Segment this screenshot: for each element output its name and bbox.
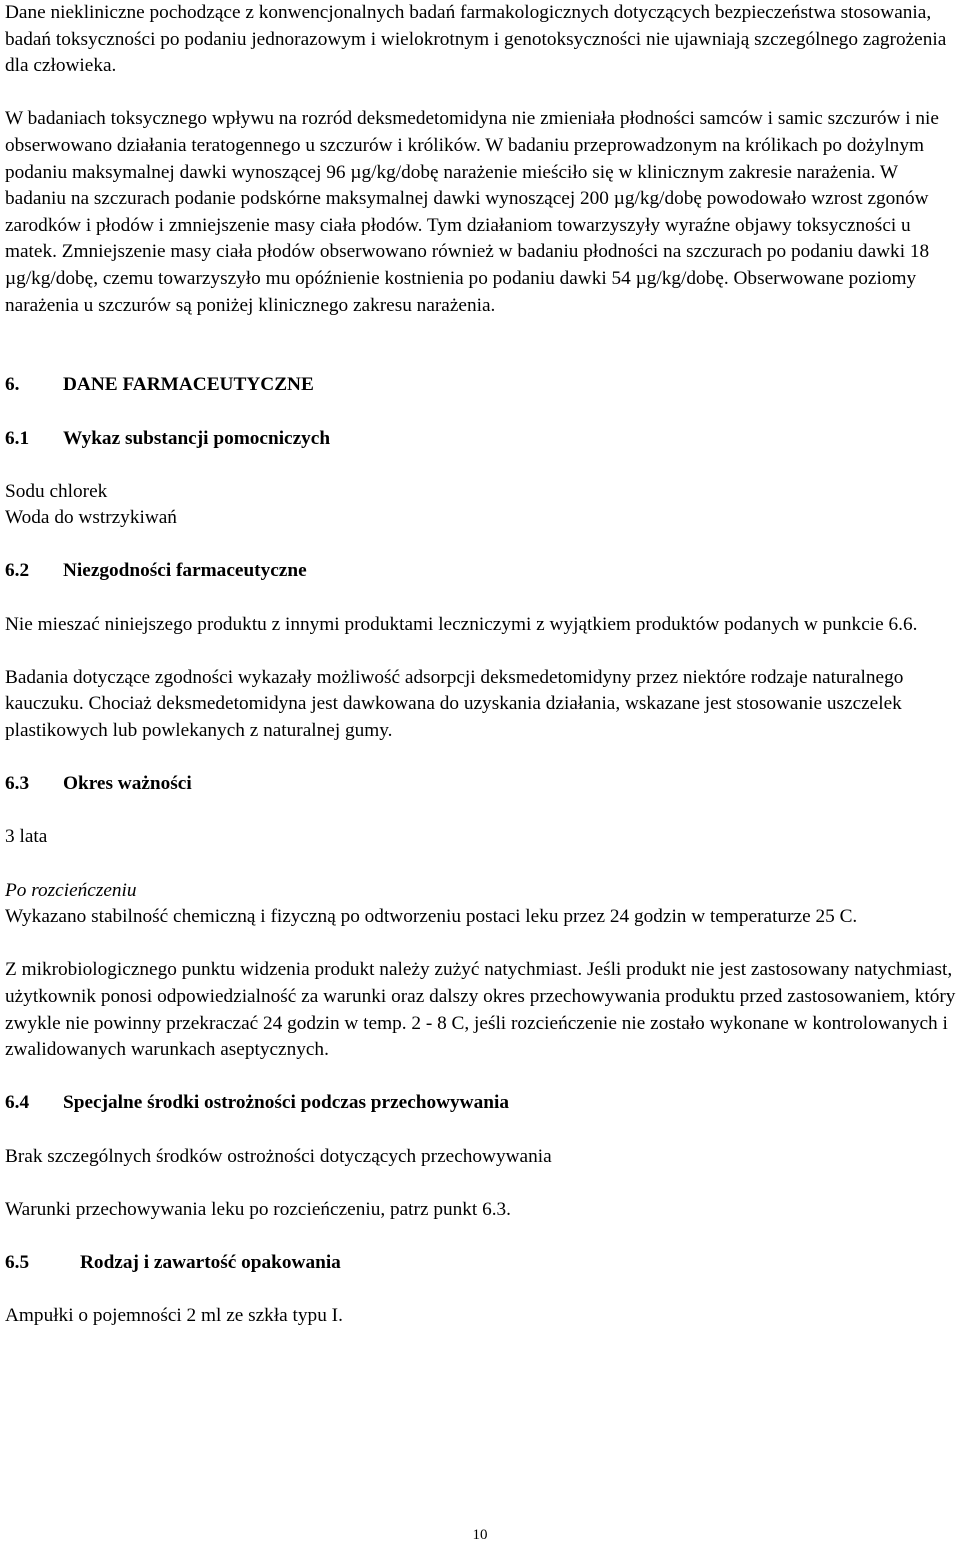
section-6-3-number: 6.3 — [5, 773, 30, 795]
section-6-5-heading — [5, 1250, 958, 1277]
section-6-2-title: Niezgodności farmaceutyczne — [63, 560, 307, 582]
section-6-4-paragraph-2: Warunki przechowywania leku po rozcieńczeniu, patrz punkt 6.3. — [5, 1198, 511, 1220]
section-6-4-paragraph-1: Brak szczególnych środków ostrożności dotyczących przechowywania — [5, 1145, 552, 1167]
section-6-title: DANE FARMACEUTYCZNE — [63, 374, 314, 396]
section-6-3-subheading: Po rozcieńczeniu — [5, 879, 137, 901]
section-gap — [5, 319, 958, 372]
section-6-5-title: Rodzaj i zawartość opakowania — [80, 1251, 341, 1273]
section-6-2-number: 6.2 — [5, 560, 30, 582]
section-6-5-paragraph-1: Ampułki o pojemności 2 ml ze szkła typu I. — [5, 1305, 343, 1327]
document-page — [5, 0, 958, 1356]
page-number: 10 — [472, 1527, 488, 1543]
section-6-3-title: Okres ważności — [63, 773, 192, 795]
section-6-3-heading — [5, 771, 958, 798]
section-6-1-heading — [5, 426, 958, 453]
excipient-item-2: Woda do wstrzykiwań — [5, 507, 177, 529]
section-6-1-title: Wykaz substancji pomocniczych — [63, 427, 331, 449]
excipient-item-1: Sodu chlorek — [5, 480, 108, 502]
section-6-2-paragraph-1: Nie mieszać niniejszego produktu z innymi produktami leczniczymi z wyjątkiem produktów podanych w punkcie 6.6. — [5, 613, 918, 635]
section-6-3-paragraph-1: 3 lata — [5, 826, 48, 848]
section-6-4-heading — [5, 1090, 958, 1117]
intro-paragraph-1: Dane niekliniczne pochodzące z konwencjonalnych badań farmakologicznych dotyczących bezpieczeństwa stosowania, badań toksyczności po podaniu jednorazowym i wielokrotnym i genotoksyczności nie ujawniają szczególnego zagrożenia dla człowieka. — [5, 2, 947, 77]
section-6-2-heading — [5, 558, 958, 585]
section-6-3-paragraph-2: Wykazano stabilność chemiczną i fizyczną po odtworzeniu postaci leku przez 24 godzin w temperaturze 25 C. — [5, 906, 858, 928]
intro-paragraph-2: W badaniach toksycznego wpływu na rozród deksmedetomidyna nie zmieniała płodności samców i samic szczurów i nie obserwowano działania teratogennego u szczurów i królików. W badaniu przeprowadzonym na królikach po dożylnym podaniu maksymalnej dawki wynoszącej 96 µg/kg/dobę narażenie mieściło się w klinicznym zakresie narażenia. W badaniu na szczurach podanie podskórne maksymalnej dawki wynoszącej 200 µg/kg/dobę powodowało wzrost zgonów zarodków i płodów i zmniejszenie masy ciała płodów. Tym działaniom towarzyszyły wyraźne objawy toksyczności u matek. Zmniejszenie masy ciała płodów obserwowano również w badaniu płodności na szczurach po podaniu dawki 18 µg/kg/dobę, czemu towarzyszyło mu opóźnienie kostnienia po podaniu dawki 54 µg/kg/dobę. Obserwowane poziomy narażenia u szczurów są poniżej klinicznego zakresu narażenia. — [5, 108, 939, 316]
section-6-1-number: 6.1 — [5, 427, 30, 449]
section-6-heading — [5, 372, 958, 399]
section-6-4-number: 6.4 — [5, 1092, 30, 1114]
section-6-2-paragraph-2: Badania dotyczące zgodności wykazały możliwość adsorpcji deksmedetomidyny przez niektóre rodzaje naturalnego kauczuku. Chociaż deksmedetomidyna jest dawkowana do uzyskania działania, wskazane jest stosowanie uszczelek plastikowych lub powlekanych z naturalnej gumy. — [5, 666, 904, 742]
section-6-4-title: Specjalne środki ostrożności podczas przechowywania — [63, 1092, 509, 1114]
section-6-3-paragraph-3: Z mikrobiologicznego punktu widzenia produkt należy zużyć natychmiast. Jeśli produkt nie jest zastosowany natychmiast, użytkownik ponosi odpowiedzialność za warunki oraz dalszy okres przechowywania produktu przed zastosowaniem, który zwykle nie powinny przekraczać 24 godzin w temp. 2 - 8 C, jeśli rozcieńczenie nie zostało wykonane w kontrolowanych i zwalidowanych warunkach aseptycznych. — [5, 959, 956, 1061]
section-6-number: 6. — [5, 374, 20, 396]
section-6-5-number: 6.5 — [5, 1251, 30, 1273]
